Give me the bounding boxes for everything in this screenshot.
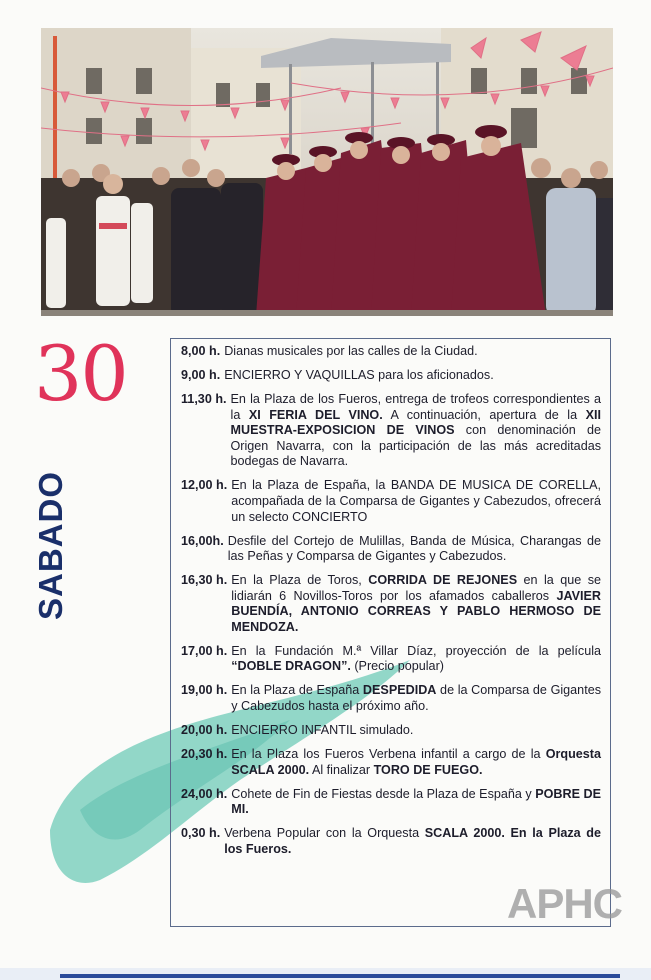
schedule-time: 16,30 h. (181, 573, 228, 588)
description-text: En la Plaza de los Fueros, entrega de trofeos correspondientes a la (230, 391, 601, 422)
schedule-time: 16,00h. (181, 533, 224, 548)
highlight-text: Orquesta SCALA 2000. (231, 746, 601, 777)
highlight-text: POBRE DE MI. (231, 786, 601, 817)
description-text: (Precio popular) (350, 659, 444, 674)
description-text: de la Comparsa de Gigantes y Cabezudos hasta el próximo año. (231, 683, 601, 714)
description-text: En la Plaza de España, la BANDA DE MUSICA DE CORELLA, acompañada de la Comparsa de Gigantes y Cabezudos, ofrecerá un selecto CONCIERTO (231, 478, 601, 524)
description-text: ENCIERRO INFANTIL simulado. (231, 723, 414, 737)
schedule-item (181, 723, 601, 739)
schedule-item (181, 573, 601, 635)
highlight-text: JAVIER BUENDÍA, ANTONIO CORREAS Y PABLO HERMOSO DE MENDOZA. (231, 588, 601, 634)
schedule-time: 20,30 h. (181, 746, 228, 761)
schedule-description (231, 478, 601, 525)
description-text: En la Plaza los Fueros Verbena infantil a cargo de la (231, 746, 546, 761)
description-text: En la Fundación M.ª Villar Díaz, proyección de la película (231, 643, 601, 658)
schedule-time: 24,00 h. (181, 786, 228, 801)
description-text: Cohete de Fin de Fiestas desde la Plaza de España y (231, 786, 536, 801)
schedule-time: 20,00 h. (181, 723, 228, 737)
description-text: con denominación de Origen Navarra, con la participación de las más acreditadas bodegas de Navarra. (230, 423, 601, 469)
schedule-description (231, 573, 601, 635)
watermark-logo: APHC (507, 880, 623, 927)
highlight-text: SCALA 2000. En la Plaza de los Fueros. (224, 826, 602, 856)
schedule-item (181, 683, 601, 714)
schedule-description (224, 344, 601, 360)
description-text: En la Plaza de Toros, (231, 573, 369, 588)
schedule-box (170, 338, 611, 927)
schedule-item (181, 392, 601, 470)
highlight-text: XI FERIA DEL VINO. (248, 407, 383, 422)
schedule-item (181, 478, 601, 525)
schedule-item (181, 787, 601, 818)
schedule-time: 8,00 h. (181, 344, 221, 358)
schedule-description (231, 683, 601, 714)
schedule-time: 9,00 h. (181, 367, 221, 382)
description-text: En la Plaza de España (231, 683, 363, 698)
procession-photo (41, 28, 613, 316)
schedule-description (231, 644, 601, 675)
schedule-item (181, 344, 601, 360)
schedule-time: 11,30 h. (181, 391, 227, 406)
description-text: Verbena Popular con la Orquesta (224, 826, 425, 841)
schedule-time: 12,00 h. (181, 478, 228, 493)
schedule-description (231, 747, 601, 778)
highlight-text: CORRIDA DE REJONES (368, 573, 518, 588)
schedule-time: 19,00 h. (181, 683, 228, 698)
schedule-description (228, 534, 601, 565)
day-number: 30 (34, 329, 127, 418)
highlight-text: “DOBLE DRAGON”. (231, 659, 351, 674)
description-text: Desfile del Cortejo de Mulillas, Banda de Música, Charangas de las Peñas y Comparsa de Gigantes y Cabezudos. (227, 533, 601, 564)
schedule-description (231, 787, 601, 818)
bottom-bar (0, 968, 651, 980)
schedule-item (181, 534, 601, 565)
schedule-item (181, 368, 601, 384)
schedule-item (181, 644, 601, 675)
schedule-item (181, 747, 601, 778)
highlight-text: XII MUESTRA-EXPOSICION DE VINOS (230, 407, 601, 438)
schedule-item (181, 826, 601, 857)
highlight-text: DESPEDIDA (362, 683, 437, 698)
highlight-text: TORO DE FUEGO. (373, 762, 483, 777)
description-text: ENCIERRO Y VAQUILLAS para los aficionados. (224, 367, 494, 382)
festival-procession-photo-icon (41, 28, 613, 316)
schedule-description (224, 368, 601, 384)
description-text: Dianas musicales por las calles de la Ciudad. (224, 344, 478, 358)
schedule-time: 17,00 h. (181, 643, 228, 658)
description-text: en la que se lidiarán 6 Novillos-Toros por los afamados caballeros (231, 573, 602, 603)
schedule-description (231, 392, 601, 470)
schedule-time: 0,30 h. (181, 826, 221, 841)
description-text: A continuación, apertura de la (382, 407, 586, 422)
bottom-strip (60, 974, 620, 978)
day-name: SABADO (32, 470, 69, 620)
schedule-description (224, 826, 601, 857)
schedule-description (231, 723, 601, 739)
description-text: Al finalizar (309, 762, 374, 777)
